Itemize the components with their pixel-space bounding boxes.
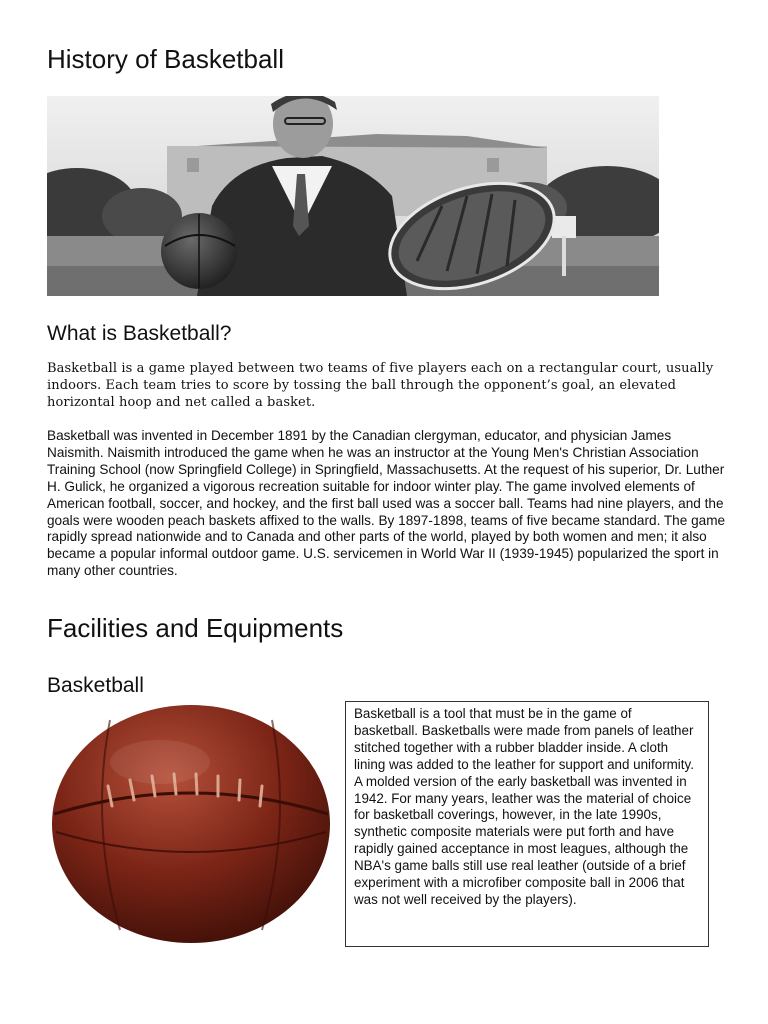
section-heading-what-is-basketball: What is Basketball? [47, 322, 232, 345]
basketball-description-text: Basketball is a tool that must be in the game of basketball. Basketballs were made from panels of leather stitched together with a rubber bladder inside. A cloth lining was added to the leather for support and uniformity. A molded version of the early basketball was invented in 1942. For many years, leather was the material of choice for basketball coverings, however, in the late 1990s, synthetic composite materials were put forth and have rapidly gained acceptance in most leagues, although the NBA's game balls still use real leather (outside of a brief experiment with a microfiber composite ball in 2006 that was not well received by the players). [354, 706, 694, 907]
leather-basketball-image [50, 702, 332, 946]
basketball-description-box [345, 701, 709, 947]
history-paragraph: Basketball was invented in December 1891 by the Canadian clergyman, educator, and physician James Naismith. Naismith introduced the game when he was an instructor at the Young Men's Christian Association Training School (now Springfield College) in Springfield, Massachusetts. At the request of his superior, Dr. Luther H. Gulick, he organized a vigorous recreation suitable for indoor winter play. The game involved elements of American football, soccer, and hockey, and the first ball used was a soccer ball. Teams had nine players, and the goals were wooden peach baskets affixed to the walls. By 1897-1898, teams of five became standard. The game rapidly spread nationwide and to Canada and other parts of the world, played by both women and men; it also became a popular informal outdoor game. U.S. servicemen in World War II (1939-1945) popularized the sport in many other countries. [47, 428, 726, 579]
naismith-photo [47, 96, 659, 296]
intro-paragraph: Basketball is a game played between two teams of five players each on a rectangular court, usually indoors. Each team tries to score by tossing the ball through the opponent’s goal, an elevated horizontal hoop and net called a basket. [47, 361, 714, 410]
section-heading-facilities: Facilities and Equipments [47, 613, 344, 643]
page-title: History of Basketball [47, 44, 284, 74]
subheading-basketball: Basketball [47, 674, 144, 697]
